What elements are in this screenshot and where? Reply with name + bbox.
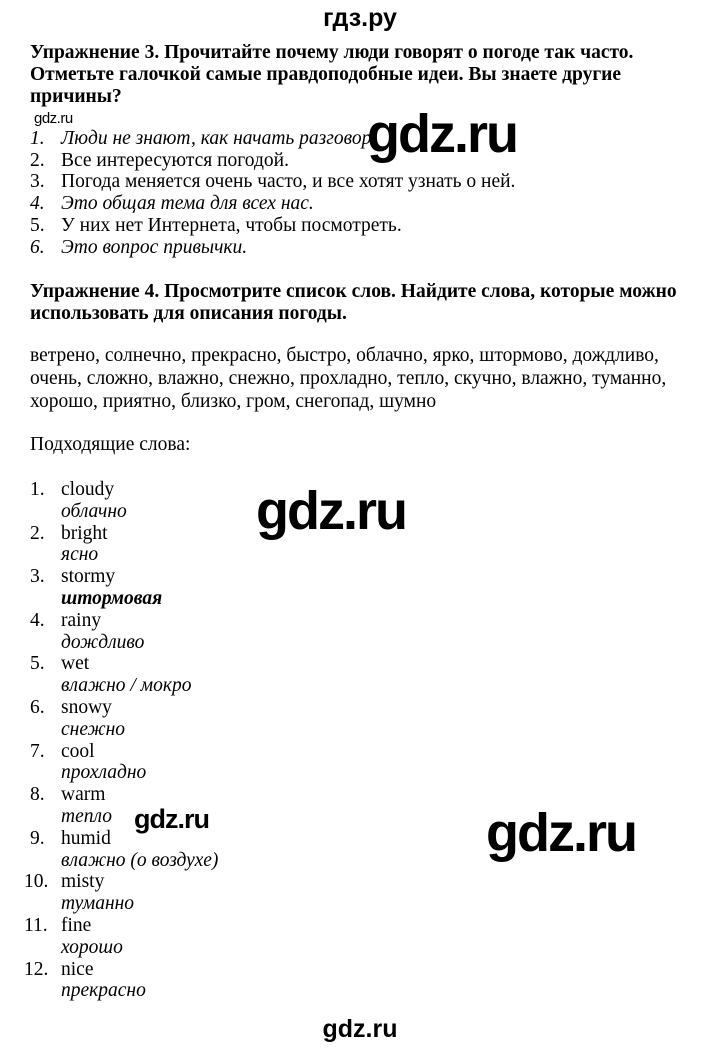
word-translation: хорошо [61, 936, 123, 958]
gdz-watermark-large-2: gdz.ru [256, 481, 406, 541]
item-number: 2. [30, 522, 45, 544]
item-number: 10. [24, 871, 49, 893]
item-number: 7. [30, 740, 45, 762]
gdz-watermark-large-3: gdz.ru [486, 803, 636, 863]
exercise3-heading-line: Отметьте галочкой самые правдоподобные идеи. Вы знаете другие [30, 63, 622, 85]
item-text: Это вопрос привычки. [61, 236, 248, 258]
word-item [30, 741, 218, 785]
word-item [24, 871, 218, 915]
item-text: Это общая тема для всех нас. [61, 193, 314, 215]
item-number: 5. [30, 214, 45, 236]
word-translation: штормовая [61, 587, 163, 609]
exercise4-heading-line: Упражнение 4. Просмотрите список слов. Найдите слова, которые можно [30, 281, 677, 302]
item-number: 1. [30, 479, 45, 500]
gdz-watermark-medium: gdz.ru [134, 804, 209, 834]
word-english: fine [61, 914, 92, 936]
word-english: bright [61, 522, 108, 544]
word-item [30, 610, 218, 654]
word-item [30, 697, 218, 741]
word-english: snowy [61, 696, 112, 718]
word-translation: облачно [61, 500, 127, 522]
item-number: 2. [30, 149, 45, 171]
gdz-watermark-small: gdz.ru [34, 110, 73, 127]
item-text: Все интересуются погодой. [61, 149, 289, 171]
word-english: nice [61, 958, 94, 980]
word-item [30, 566, 218, 610]
item-number: 6. [30, 696, 45, 718]
item-number: 11. [24, 914, 48, 936]
word-item [30, 479, 218, 523]
word-translation: туманно [61, 893, 135, 915]
word-translation: прохладно [61, 762, 147, 784]
word-translation: снежно [61, 718, 126, 740]
gdz-watermark-large-1: gdz.ru [367, 104, 517, 164]
word-english: rainy [61, 609, 102, 631]
item-number: 3. [30, 566, 45, 588]
matching-words-label: Подходящие слова: [30, 434, 191, 455]
site-header-watermark: гдз.ру [323, 4, 397, 32]
word-translation: влажно / мокро [61, 675, 192, 697]
word-item [24, 914, 218, 959]
item-text: Люди не знают, как начать разговор. [61, 128, 377, 149]
item-number: 4. [30, 193, 45, 215]
exercise3-heading [30, 42, 633, 107]
reason-item [30, 215, 515, 237]
word-english: warm [61, 784, 106, 806]
word-translation: ясно [61, 544, 99, 566]
reason-item [30, 128, 515, 150]
item-number: 8. [30, 784, 45, 806]
word-english: humid [61, 827, 111, 849]
word-translation: прекрасно [61, 980, 146, 1002]
word-english: cool [61, 740, 95, 762]
reason-item [30, 171, 515, 193]
word-item [30, 523, 218, 567]
word-bank-paragraph [30, 344, 666, 414]
word-translation: влажно (о воздухе) [61, 849, 219, 871]
item-number: 3. [30, 171, 45, 193]
reason-item [30, 237, 515, 259]
reason-item [30, 193, 515, 215]
item-number: 1. [30, 128, 45, 149]
reason-item [30, 150, 515, 172]
item-number: 12. [24, 958, 49, 980]
item-number: 4. [30, 609, 45, 631]
word-item [30, 653, 218, 697]
item-text: У них нет Интернета, чтобы посмотреть. [61, 214, 402, 236]
word-item [24, 958, 218, 1003]
item-number: 6. [30, 236, 45, 258]
exercise3-heading-line: Упражнение 3. Прочитайте почему люди говорят о погоде так часто. [30, 42, 634, 63]
word-bank-line: ветрено, солнечно, прекрасно, быстро, облачно, ярко, штормово, дождливо, [30, 345, 659, 366]
site-footer-watermark: gdz.ru [322, 1015, 398, 1043]
word-english: cloudy [61, 479, 115, 500]
matching-words-list [24, 479, 219, 1002]
item-text: Погода меняется очень часто, и все хотят узнать о ней. [61, 171, 516, 193]
word-english: stormy [61, 566, 116, 588]
item-number: 9. [30, 827, 45, 849]
word-bank-line: очень, сложно, влажно, снежно, прохладно, тепло, скучно, влажно, туманно, [30, 368, 667, 390]
exercise3-reasons-list [30, 128, 515, 258]
word-bank-line: хорошо, приятно, близко, гром, снегопад, шумно [30, 391, 437, 413]
item-number: 5. [30, 653, 45, 675]
word-english: misty [61, 871, 105, 893]
exercise4-heading-line: использовать для описания погоды. [30, 302, 347, 324]
word-english: wet [61, 653, 90, 675]
word-translation: дождливо [61, 631, 145, 653]
exercise3-heading-line: причины? [30, 85, 122, 107]
word-item [30, 828, 218, 872]
exercise4-heading [30, 281, 677, 325]
word-translation: тепло [61, 805, 112, 827]
